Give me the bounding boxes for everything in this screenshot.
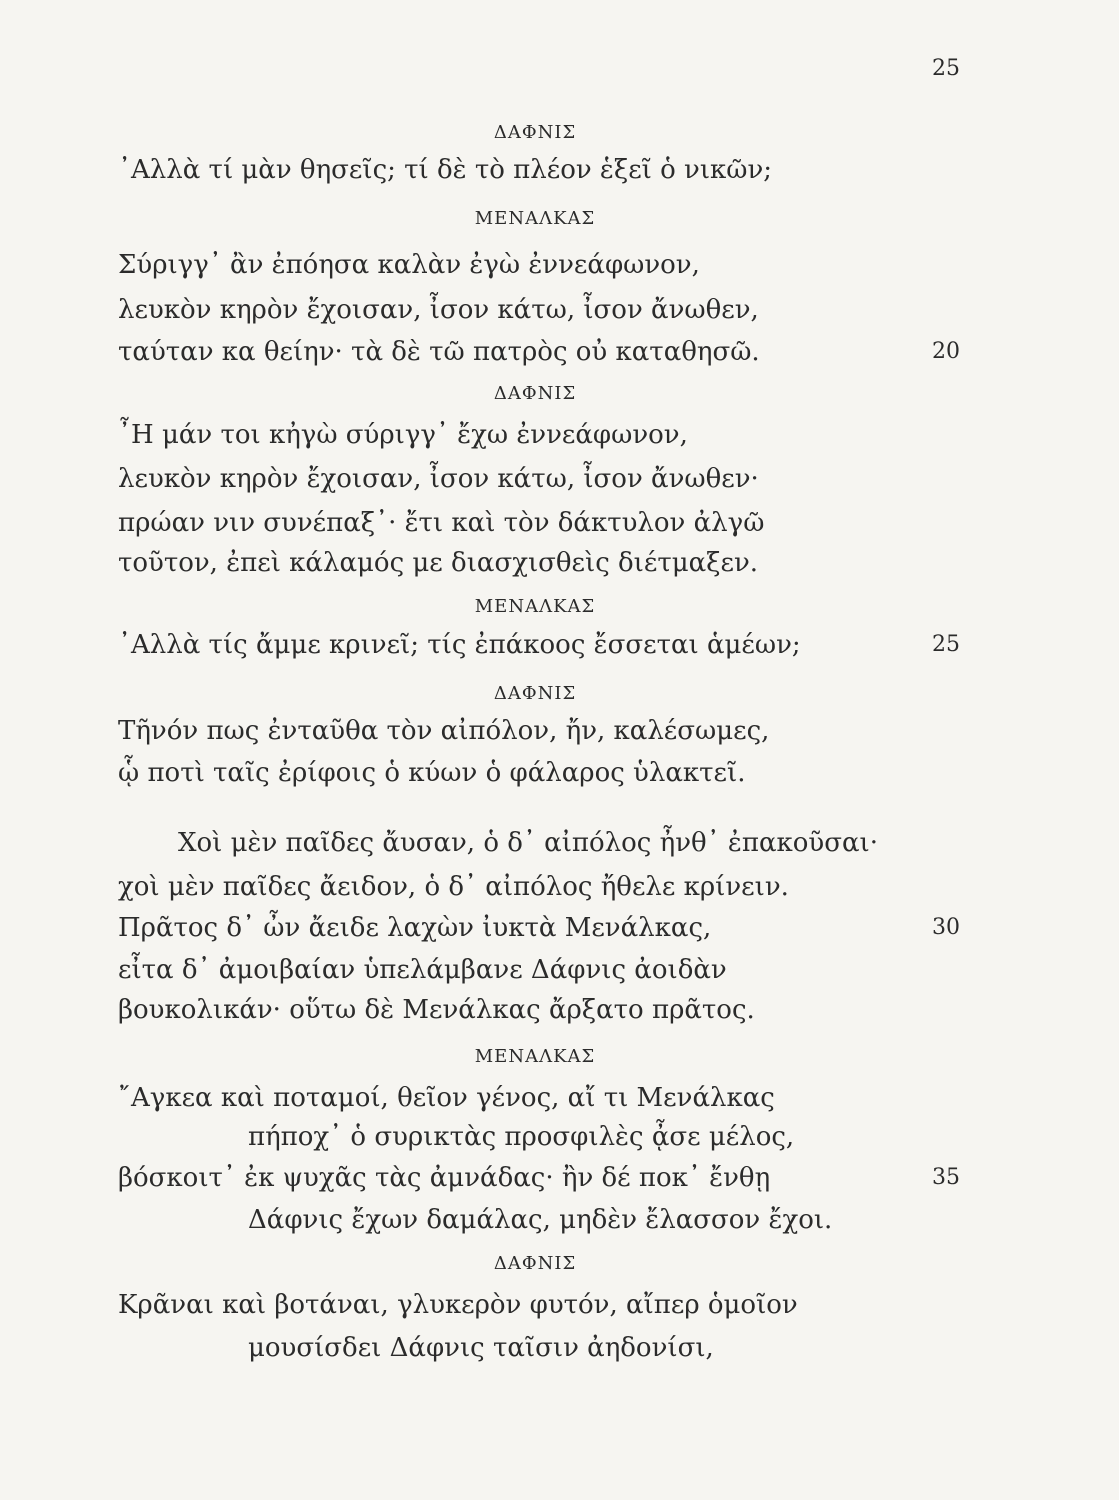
verse-line: Χοὶ μὲν παῖδες ἄυσαν, ὁ δ᾿ αἰπόλος ἦνθ᾿ ἐπακοῦσαι·: [178, 828, 878, 858]
verse-line: Πρᾶτος δ᾿ ὦν ἄειδε λαχὼν ἰυκτὰ Μενάλκας,: [118, 913, 712, 943]
page-number: 25: [932, 56, 960, 81]
verse-line: Κρᾶναι καὶ βοτάναι, γλυκερὸν φυτόν, αἴπερ ὁμοῖον: [118, 1290, 798, 1320]
speaker-heading: ΜΕΝΑΛΚΑΣ: [474, 1046, 596, 1067]
verse-line: χοὶ μὲν παῖδες ἄειδον, ὁ δ᾿ αἰπόλος ἤθελε κρίνειν.: [118, 872, 789, 902]
verse-line: εἶτα δ᾿ ἀμοιβαίαν ὑπελάμβανε Δάφνις ἀοιδὰν: [118, 955, 727, 985]
verse-line: βόσκοιτ᾿ ἐκ ψυχᾶς τὰς ἀμνάδας· ἢν δέ ποκ᾿ ἔνθῃ: [118, 1163, 771, 1193]
verse-line: βουκολικάν· οὕτω δὲ Μενάλκας ἄρξατο πρᾶτος.: [118, 995, 755, 1025]
verse-line: λευκὸν κηρὸν ἔχοισαν, ἶσον κάτω, ἶσον ἄνωθεν·: [118, 464, 759, 494]
verse-line: ᾧ ποτὶ ταῖς ἐρίφοις ὁ κύων ὁ φάλαρος ὑλακτεῖ.: [118, 758, 746, 788]
verse-line: Τῆνόν πως ἐνταῦθα τὸν αἰπόλον, ἤν, καλέσωμες,: [118, 716, 770, 746]
verse-line: ῏Η μάν τοι κἠγὼ σύριγγ᾿ ἔχω ἐννεάφωνον,: [118, 420, 688, 450]
verse-line: ᾿Αλλὰ τί μὰν θησεῖς; τί δὲ τὸ πλέον ἑξεῖ ὁ νικῶν;: [118, 155, 773, 185]
speaker-heading: ΜΕΝΑΛΚΑΣ: [474, 208, 596, 229]
verse-line: μουσίσδει Δάφνις ταῖσιν ἀηδονίσι,: [248, 1333, 714, 1363]
speaker-heading: ΔΑΦΝΙΣ: [493, 1253, 577, 1274]
speaker-heading: ΔΑΦΝΙΣ: [493, 383, 577, 404]
verse-line: Δάφνις ἔχων δαμάλας, μηδὲν ἔλασσον ἔχοι.: [248, 1205, 833, 1235]
line-number: 35: [932, 1165, 960, 1190]
verse-line: ῎Αγκεα καὶ ποταμοί, θεῖον γένος, αἴ τι Μενάλκας: [118, 1083, 775, 1113]
verse-line: πήποχ᾿ ὁ συρικτὰς προσφιλὲς ᾆσε μέλος,: [248, 1122, 795, 1152]
line-number: 25: [932, 632, 960, 657]
speaker-heading: ΔΑΦΝΙΣ: [493, 683, 577, 704]
speaker-heading: ΜΕΝΑΛΚΑΣ: [474, 596, 596, 617]
verse-line: πρώαν νιν συνέπαξ᾿· ἔτι καὶ τὸν δάκτυλον ἀλγῶ: [118, 508, 765, 538]
verse-line: ταύταν κα θείην· τὰ δὲ τῶ πατρὸς οὐ καταθησῶ.: [118, 337, 760, 367]
line-number: 20: [932, 339, 960, 364]
verse-line: Σύριγγ᾿ ἂν ἐπόησα καλὰν ἐγὼ ἐννεάφωνον,: [118, 250, 700, 280]
speaker-heading: ΔΑΦΝΙΣ: [493, 122, 577, 143]
verse-line: τοῦτον, ἐπεὶ κάλαμός με διασχισθεὶς διέτμαξεν.: [118, 548, 759, 578]
verse-line: ᾿Αλλὰ τίς ἄμμε κρινεῖ; τίς ἐπάκοος ἔσσεται ἁμέων;: [118, 630, 801, 660]
verse-line: λευκὸν κηρὸν ἔχοισαν, ἶσον κάτω, ἶσον ἄνωθεν,: [118, 295, 759, 325]
line-number: 30: [932, 915, 960, 940]
